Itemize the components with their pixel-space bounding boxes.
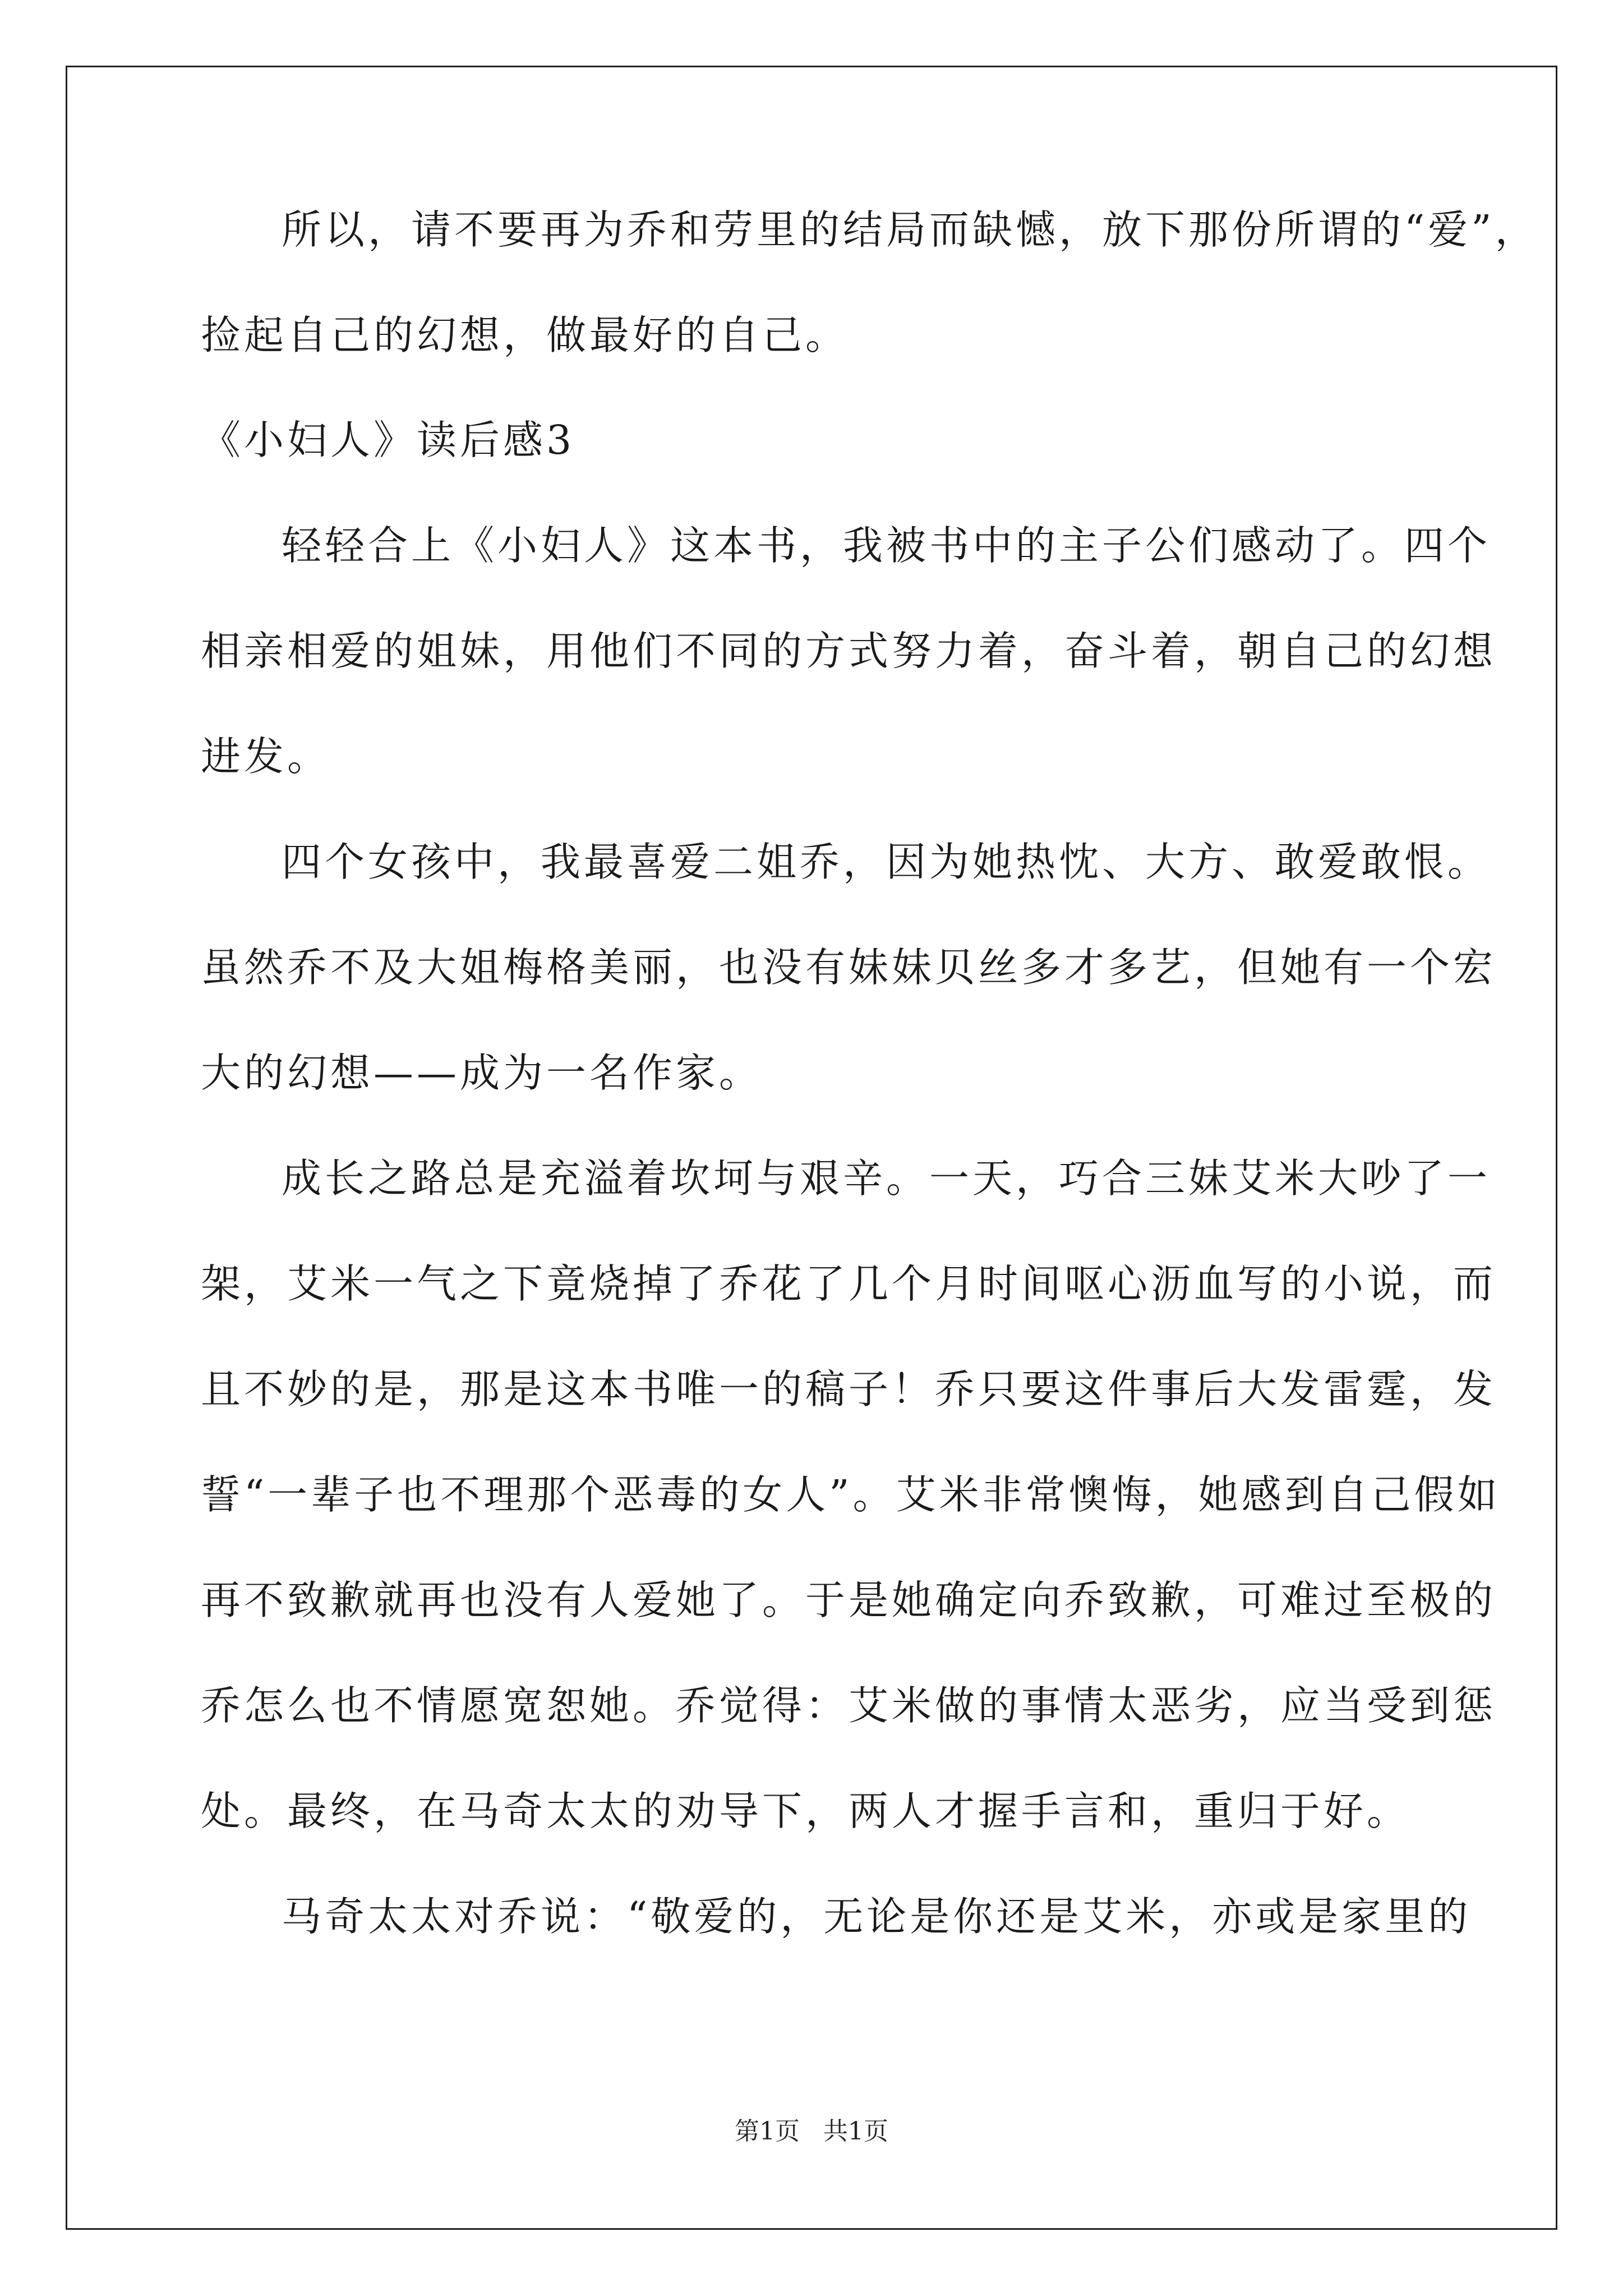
paragraph-line: 再不致歉就再也没有人爱她了。于是她确定向乔致歉，可难过至极的 — [201, 1577, 1497, 1623]
paragraph-line: 架，艾米一气之下竟烧掉了乔花了几个月时间呕心沥血写的小说，而 — [201, 1260, 1497, 1307]
paragraph-line: 成长之路总是充溢着坎坷与艰辛。一天，巧合三妹艾米大吵了一 — [282, 1155, 1491, 1202]
paragraph-line: 虽然乔不及大姐梅格美丽，也没有妹妹贝丝多才多艺，但她有一个宏 — [201, 944, 1497, 991]
paragraph-line: 且不妙的是，那是这本书唯一的稿子！乔只要这件事后大发雷霆，发 — [201, 1366, 1497, 1412]
page-number-total: 共1页 — [823, 2117, 888, 2146]
paragraph-line: 捡起自己的幻想，做最好的自己。 — [201, 312, 849, 358]
page-number-current: 第1页 — [735, 2117, 800, 2146]
paragraph-line: 进发。 — [201, 733, 331, 780]
section-heading: 《小妇人》读后感3 — [201, 417, 575, 463]
page-footer — [0, 2115, 1623, 2148]
paragraph-line: 轻轻合上《小妇人》这本书，我被书中的主子公们感动了。四个 — [282, 522, 1491, 569]
paragraph-line: 誓“一辈子也不理那个恶毒的女人”。艾米非常懊悔，她感到自己假如 — [201, 1471, 1501, 1518]
paragraph-line: 所以，请不要再为乔和劳里的结局而缺憾，放下那份所谓的“爱”， — [282, 206, 1538, 253]
paragraph-line: 马奇太太对乔说：“敬爱的，无论是你还是艾米，亦或是家里的 — [282, 1893, 1472, 1940]
paragraph-line: 相亲相爱的姐妹，用他们不同的方式努力着，奋斗着，朝自己的幻想 — [201, 628, 1497, 674]
paragraph-line: 大的幻想——成为一名作家。 — [201, 1050, 763, 1096]
paragraph-line: 乔怎么也不情愿宽恕她。乔觉得：艾米做的事情太恶劣，应当受到惩 — [201, 1682, 1497, 1729]
paragraph-line: 四个女孩中，我最喜爱二姐乔，因为她热忱、大方、敢爱敢恨。 — [282, 839, 1491, 885]
paragraph-line: 处。最终，在马奇太太的劝导下，两人才握手言和，重归于好。 — [201, 1788, 1410, 1834]
